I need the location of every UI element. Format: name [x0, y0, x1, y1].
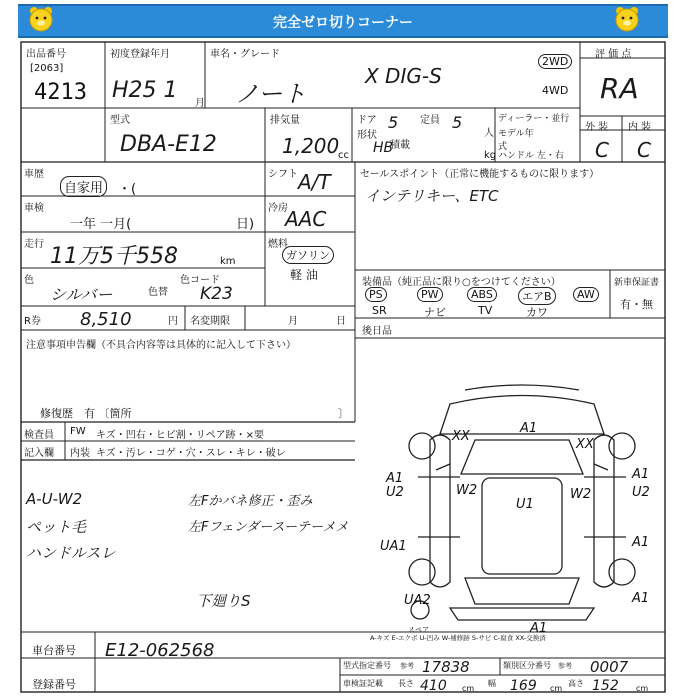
- damage-right-rear: A1: [632, 535, 650, 550]
- damage-front-left: XX: [452, 429, 470, 444]
- length-label: 長さ: [398, 679, 414, 688]
- first-reg-month: 月: [195, 98, 205, 109]
- damage-right-fender-a: A1: [632, 467, 650, 482]
- grade-score: RA: [600, 72, 639, 105]
- drive-2wd: 2WD: [538, 54, 572, 69]
- load-label: 積載: [390, 140, 410, 151]
- inspection-value: 一年 一月(: [70, 217, 132, 232]
- shape-label: 形状: [357, 130, 377, 141]
- remark-right-2: 左Fフェンダースーテーメメ: [188, 520, 349, 535]
- usage-value: 自家用: [60, 176, 107, 197]
- handle-label: ハンドル 左・右: [498, 151, 564, 161]
- color-label: 色: [24, 275, 34, 286]
- name-change-month: 月: [288, 316, 298, 327]
- header-title: 完全ゼロ切りコーナー: [273, 15, 413, 31]
- damage-left-rear: UA1: [380, 539, 407, 554]
- checker-interior: 内装: [70, 448, 90, 459]
- class-label: 類別区分番号: [503, 661, 551, 670]
- chassis-label: 車台番号: [32, 644, 76, 657]
- shape-value: HB: [373, 140, 394, 156]
- mileage-unit: km: [220, 256, 236, 267]
- remark-left-1: A-U-W2: [26, 490, 83, 508]
- name-change-day: 日: [336, 316, 346, 327]
- inspection-label: 車検: [24, 203, 44, 214]
- mileage-value: 11万5千558: [50, 244, 178, 269]
- car-name: ノート: [235, 80, 307, 108]
- recycle-unit: 円: [168, 316, 178, 327]
- cert-value: 17838: [422, 658, 470, 676]
- car-diagram: [380, 382, 665, 632]
- damage-rear-right: A1: [632, 591, 650, 606]
- model-label: 型式: [110, 115, 130, 126]
- ac-label: 冷房: [268, 203, 288, 214]
- equip-ps: PS: [365, 287, 387, 302]
- fuel-diesel: 軽 油: [290, 268, 318, 282]
- first-reg-label: 初度登録年月: [110, 49, 170, 60]
- lot-code: [2063]: [30, 63, 64, 74]
- width-unit: cm: [550, 684, 563, 693]
- remark-left-2: ペット毛: [26, 518, 87, 536]
- recycle-label: R券: [24, 316, 41, 327]
- damage-rear-left: UA2: [404, 593, 431, 608]
- color-code-label: 色コード: [180, 275, 220, 286]
- warranty-label: 新車保証書: [614, 278, 660, 288]
- fuel-gasoline: ガソリン: [282, 246, 334, 264]
- warranty-value: 有・無: [620, 298, 653, 311]
- checker-fw: FW: [70, 426, 86, 437]
- usage-label: 車歴: [24, 169, 44, 180]
- car-grade: X DIG-S: [365, 64, 442, 88]
- usage-rest: ・(: [118, 182, 137, 197]
- damage-left-fender-a: A1: [386, 471, 404, 486]
- width-value: 169: [510, 678, 537, 694]
- equip-aw: AW: [573, 287, 599, 302]
- displacement-value: 1,200: [282, 134, 340, 158]
- capacity-label: 定員: [420, 115, 440, 126]
- capacity-unit: 人: [484, 128, 494, 139]
- damage-roof: U1: [516, 497, 534, 512]
- equip-pw: PW: [417, 287, 443, 302]
- recycle-value: 8,510: [80, 309, 132, 330]
- damage-left-door: W2: [456, 483, 478, 498]
- class-value: 0007: [590, 658, 629, 676]
- equip-tv: TV: [478, 304, 493, 317]
- registration-label: 登録番号: [32, 678, 76, 691]
- grade-label: 評 価 点: [595, 49, 632, 60]
- car-label: 車名・グレード: [210, 49, 280, 60]
- checker-row-2: キズ・汚レ・コゲ・穴・スレ・キレ・破レ: [96, 448, 286, 459]
- displacement-label: 排気量: [270, 115, 300, 126]
- color-change-label: 色替: [148, 287, 168, 298]
- first-reg-value: H25 1: [112, 78, 178, 103]
- inspection-day: 日): [236, 217, 255, 232]
- length-value: 410: [420, 678, 447, 694]
- damage-front: A1: [520, 421, 538, 436]
- equip-navi: ナビ: [424, 306, 446, 319]
- displacement-unit: cc: [338, 150, 349, 161]
- fuel-label: 燃料: [268, 239, 288, 250]
- height-label: 高さ: [568, 679, 584, 688]
- mileage-label: 走行: [24, 239, 44, 250]
- dimension-label: 車検証記載: [343, 679, 383, 688]
- model-year-label: モデル年式: [498, 129, 534, 152]
- cert-note: 参考: [400, 662, 414, 670]
- name-change-label: 名変期限: [190, 316, 230, 327]
- equip-sr: SR: [372, 304, 387, 317]
- shift-value: A/T: [298, 170, 331, 194]
- height-value: 152: [592, 678, 619, 694]
- shift-label: シフト: [268, 169, 298, 180]
- damage-right-door: W2: [570, 487, 592, 502]
- repair-history: 修復歴 有 〔箇所: [40, 407, 132, 420]
- checker-row-1: キズ・凹右・ヒビ割・リペア跡・×要: [96, 430, 264, 441]
- sales-point-label: セールスポイント（正常に機能するものに限ります）: [360, 169, 600, 180]
- doors-label: ドア: [357, 115, 377, 126]
- damage-legend: A-キズ E-エクボ U-凹み W-補修跡 S-サビ C-腐食 XX-交換済: [370, 634, 546, 642]
- length-unit: cm: [462, 684, 475, 693]
- capacity-value: 5: [452, 113, 463, 132]
- drive-4wd: 4WD: [542, 84, 569, 97]
- class-note: 参考: [558, 662, 572, 670]
- spare-label: スペア: [408, 626, 429, 632]
- int-label: 内 装: [628, 122, 652, 133]
- remark-under: 下廻りS: [196, 592, 251, 610]
- damage-left-fender-u: U2: [386, 485, 404, 500]
- sales-point-value: インテリキー、ETC: [365, 187, 499, 205]
- cert-label: 型式指定番号: [343, 661, 391, 670]
- width-label: 幅: [488, 679, 496, 688]
- remark-left-3: ハンドルスレ: [26, 544, 116, 562]
- lot-number: 4213: [34, 80, 87, 105]
- repair-close: 〕: [338, 407, 349, 420]
- checker-label-2: 記入欄: [24, 448, 54, 459]
- equip-abs: ABS: [467, 287, 497, 302]
- rear-items-label: 後日品: [362, 326, 392, 337]
- model-value: DBA-E12: [120, 132, 217, 157]
- ext-label: 外 装: [585, 122, 609, 133]
- damage-right-fender-u: U2: [632, 485, 650, 500]
- remark-right-1: 左Fかバネ修正・歪み: [188, 494, 313, 509]
- damage-front-right: XX: [576, 437, 594, 452]
- int-grade: C: [637, 138, 651, 162]
- equip-leather: カワ: [526, 306, 548, 319]
- height-unit: cm: [636, 684, 649, 693]
- load-unit: kg: [484, 150, 497, 161]
- ac-value: AAC: [285, 207, 327, 231]
- checker-label-1: 検査員: [24, 430, 54, 441]
- ext-grade: C: [595, 138, 609, 162]
- chassis-value: E12-062568: [105, 640, 215, 661]
- equipment-label: 装備品（純正品に限り○をつけてください）: [362, 277, 561, 288]
- dealer-label: ディーラー・並行: [498, 114, 570, 124]
- color-code: K23: [200, 284, 233, 304]
- doors-value: 5: [388, 113, 399, 132]
- lot-label: 出品番号: [26, 49, 66, 60]
- color-value: シルバー: [50, 285, 113, 304]
- damage-rear: A1: [530, 621, 548, 632]
- equip-airbag: エアB: [518, 287, 556, 305]
- notes-label: 注意事項申告欄（不具合内容等は具体的に記入して下さい）: [26, 340, 296, 351]
